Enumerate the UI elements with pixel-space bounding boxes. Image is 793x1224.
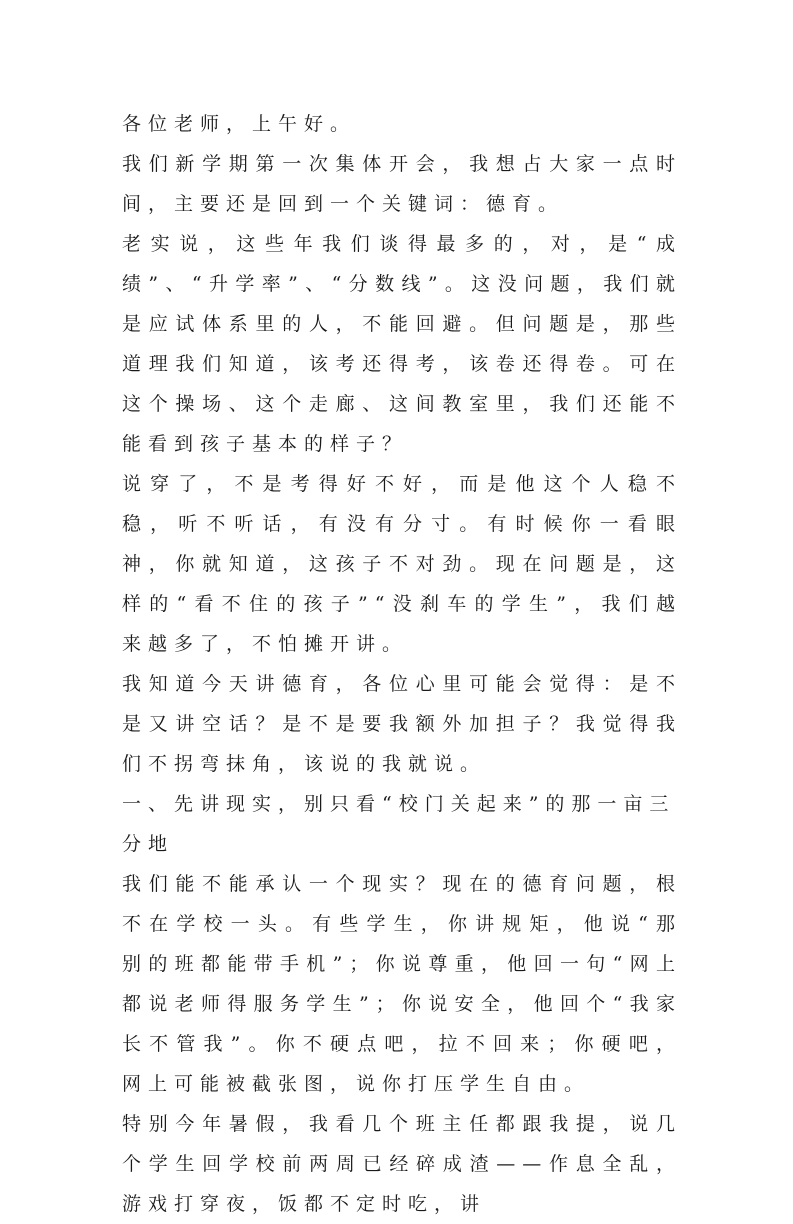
reality-paragraph: 我们能不能承认一个现实？现在的德育问题，根不在学校一头。有些学生，你讲规矩，他说“那别的班都能带手机”；你说尊重，他回一句“网上都说老师得服务学生”；你说安全，他回个“我家长不管我”。你不硬点吧，拉不回来；你硬吧，网上可能被截张图，说你打压学生自由。 (122, 873, 682, 1095)
problem-paragraph: 说穿了，不是考得好不好，而是他这个人稳不稳，听不听话，有没有分寸。有时候你一看眼神，你就知道，这孩子不对劲。现在问题是，这样的“看不住的孩子”“没刹车的学生”，我们越来越多了，不怕摊开讲。 (122, 473, 682, 655)
greeting-paragraph: 各位老师，上午好。 (122, 113, 357, 135)
section-heading-1: 一、先讲现实，别只看“校门关起来”的那一亩三分地 (122, 793, 676, 855)
scores-paragraph: 老实说，这些年我们谈得最多的，对，是“成绩”、“升学率”、“分数线”。这没问题，我们就是应试体系里的人，不能回避。但问题是，那些道理我们知道，该考还得考，该卷还得卷。可在这个操场、这个走廊、这间教室里，我们还能不能看到孩子基本的样子？ (122, 233, 682, 455)
intro-paragraph: 我们新学期第一次集体开会，我想占大家一点时间，主要还是回到一个关键词：德育。 (122, 153, 682, 215)
summer-paragraph: 特别今年暑假，我看几个班主任都跟我提，说几个学生回学校前两周已经碎成渣——作息全乱，游戏打穿夜，饭都不定时吃，讲 (122, 1113, 682, 1215)
document-page (122, 104, 682, 1224)
expectation-paragraph: 我知道今天讲德育，各位心里可能会觉得：是不是又讲空话？是不是要我额外加担子？我觉得我们不拐弯抹角，该说的我就说。 (122, 673, 682, 775)
